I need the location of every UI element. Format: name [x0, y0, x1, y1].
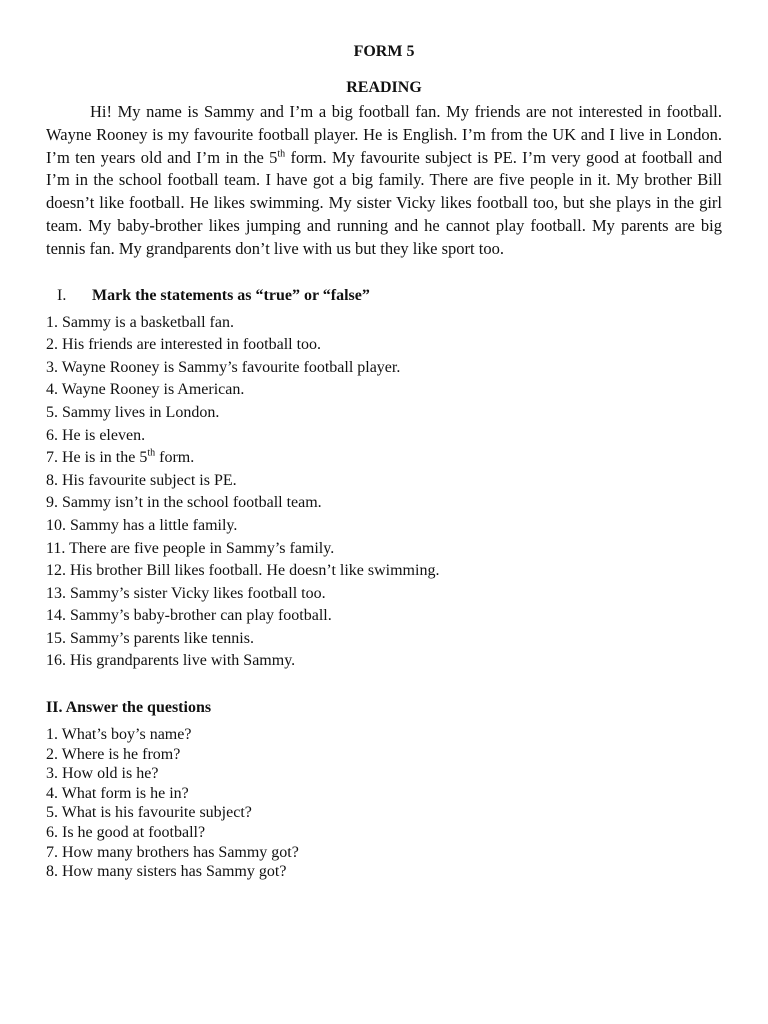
statement-item: 11. There are five people in Sammy’s family. — [46, 539, 335, 557]
passage-text-end: form. My favourite subject is PE. I’m very good at football and I’m in the school football team. I have got a big family. There are five people in it. My brother Bill doesn’t like football. He likes swimming. My sister Vicky likes football too, but she plays in the girl team. My baby-brother likes jumping and running and he cannot play football. My parents are big tennis fan. My grandparents don’t live with us but they like sport too. — [46, 147, 722, 258]
form-title: FORM 5 — [353, 43, 415, 60]
statement-item: 14. Sammy’s baby-brother can play football. — [46, 607, 332, 625]
questions-heading: II. Answer the questions — [46, 699, 212, 717]
question-item: 8. How many sisters has Sammy got? — [46, 863, 287, 881]
true-false-heading — [46, 285, 722, 307]
question-item: 4. What form is he in? — [46, 784, 189, 802]
question-item: 6. Is he good at football? — [46, 824, 206, 842]
statement-item: 4. Wayne Rooney is American. — [46, 381, 245, 399]
questions-list — [46, 725, 722, 882]
statement-item: 8. His favourite subject is PE. — [46, 471, 237, 489]
section-numeral: I. — [57, 286, 67, 304]
statement-item: 9. Sammy isn’t in the school football team. — [46, 494, 322, 512]
statement-item: 6. He is eleven. — [46, 426, 146, 444]
question-item: 2. Where is he from? — [46, 745, 181, 763]
statement-text: 7. He is in the 5 — [46, 449, 148, 467]
statement-item: 12. His brother Bill likes football. He doesn’t like swimming. — [46, 562, 440, 580]
statement-item: 10. Sammy has a little family. — [46, 516, 238, 534]
statement-item — [46, 447, 722, 470]
question-item: 5. What is his favourite subject? — [46, 804, 252, 822]
statement-item: 13. Sammy’s sister Vicky likes football too. — [46, 584, 326, 602]
passage-text-start: Hi! My name is Sammy and I’m a big football fan. My friends are not interested in football. Wayne Rooney is my favourite football player. He is English. I’m from the UK and I live in London. I’m ten years old and I’m in the 5 — [46, 102, 722, 167]
question-item: 7. How many brothers has Sammy got? — [46, 843, 299, 861]
true-false-list — [46, 312, 722, 674]
passage-superscript: th — [277, 148, 286, 160]
statement-text-end: form. — [155, 449, 195, 467]
true-false-instruction: Mark the statements as “true” or “false” — [92, 286, 370, 304]
statement-item: 16. His grandparents live with Sammy. — [46, 652, 296, 670]
question-item: 1. What’s boy’s name? — [46, 726, 192, 744]
statement-superscript: th — [147, 447, 156, 459]
statement-item: 2. His friends are interested in football too. — [46, 336, 322, 354]
statement-item: 5. Sammy lives in London. — [46, 403, 220, 421]
reading-passage — [46, 101, 722, 261]
section-title: READING — [346, 79, 422, 96]
question-item: 3. How old is he? — [46, 765, 159, 783]
statement-item: 3. Wayne Rooney is Sammy’s favourite football player. — [46, 358, 401, 376]
statement-item: 1. Sammy is a basketball fan. — [46, 313, 234, 331]
worksheet-page — [46, 40, 722, 882]
statement-item: 15. Sammy’s parents like tennis. — [46, 629, 254, 647]
